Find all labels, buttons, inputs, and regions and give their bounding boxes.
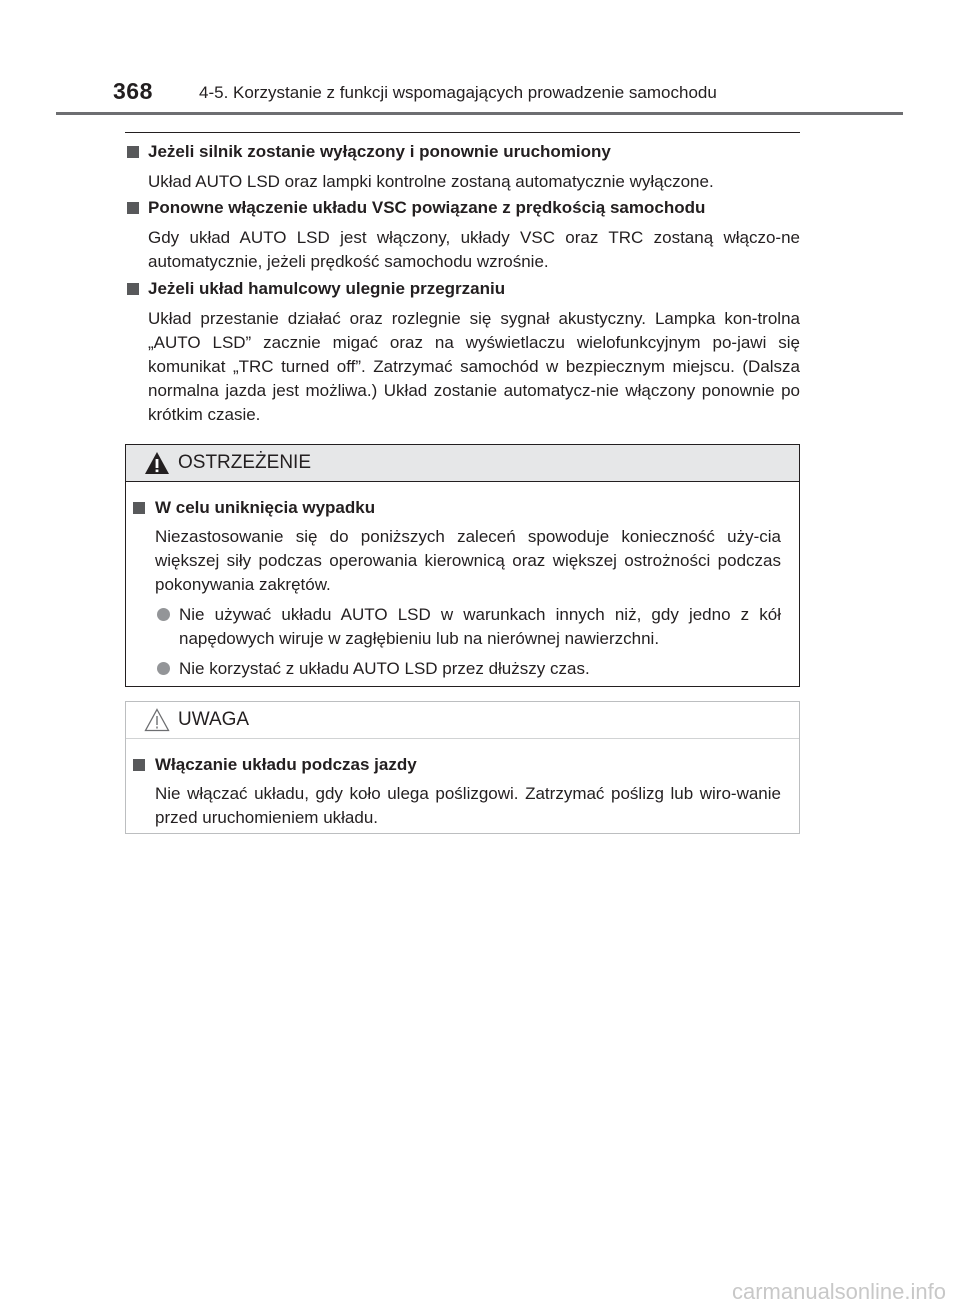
section-body: Układ AUTO LSD oraz lampki kontrolne zostaną automatycznie wyłączone. xyxy=(148,172,714,191)
section-heading: Ponowne włączenie układu VSC powiązane z prędkością samochodu xyxy=(125,196,800,220)
warning-content xyxy=(126,482,799,691)
content-divider xyxy=(125,132,800,133)
section-engine-restart xyxy=(125,140,800,194)
section-heading: Jeżeli układ hamulcowy ulegnie przegrzaniu xyxy=(125,277,800,301)
warning-body: Niezastosowanie się do poniższych zaleceń spowoduje konieczność uży-cia większej siły podczas operowania kierownicą oraz większej ostrożności podczas pokonywania zakrętów. xyxy=(155,527,781,594)
square-bullet-icon xyxy=(127,283,139,295)
warning-bullet: Nie korzystać z układu AUTO LSD przez dłuższy czas. xyxy=(131,657,781,681)
warning-triangle-icon xyxy=(144,451,170,475)
warning-header xyxy=(126,445,799,482)
chapter-title: 4-5. Korzystanie z funkcji wspomagających prowadzenie samochodu xyxy=(199,83,717,102)
square-bullet-icon xyxy=(127,202,139,214)
caution-heading: Włączanie układu podczas jazdy xyxy=(131,753,781,777)
round-bullet-icon xyxy=(157,662,170,675)
caution-body: Nie włączać układu, gdy koło ulega poślizgowi. Zatrzymać poślizg lub wiro-wanie przed uruchomieniem układu. xyxy=(155,784,781,827)
section-heading: Jeżeli silnik zostanie wyłączony i ponownie uruchomiony xyxy=(125,140,800,164)
watermark: carmanualsonline.info xyxy=(731,1279,946,1304)
warning-title: OSTRZEŻENIE xyxy=(178,452,312,473)
square-bullet-icon xyxy=(127,146,139,158)
square-bullet-icon xyxy=(133,759,145,771)
caution-title: UWAGA xyxy=(178,709,250,730)
section-body: Układ przestanie działać oraz rozlegnie się sygnał akustyczny. Lampka kon-trolna „AUTO LSD” zacznie migać oraz na wyświetlaczu wielofunkcyjnym po-jawi się komunikat „TRC turned off”. Zatrzymać samochód w bezpiecznym miejscu. (Dalsza normalna jazda jest możliwa.) Układ zostanie automatycz-nie włączony ponownie po krótkim czasie. xyxy=(148,309,800,424)
section-vsc-reactivation xyxy=(125,196,800,274)
caution-header xyxy=(126,702,799,739)
warning-heading: W celu uniknięcia wypadku xyxy=(131,496,781,520)
header-divider xyxy=(56,112,903,115)
round-bullet-icon xyxy=(157,608,170,621)
square-bullet-icon xyxy=(133,502,145,514)
caution-content xyxy=(126,739,799,840)
section-body: Gdy układ AUTO LSD jest włączony, układy VSC oraz TRC zostaną włączo-ne automatycznie, jeżeli prędkość samochodu wzrośnie. xyxy=(148,228,800,271)
warning-bullet: Nie używać układu AUTO LSD w warunkach innych niż, gdy jedno z kół napędowych wiruje w zagłębieniu lub na nierównej nawierzchni. xyxy=(131,603,781,651)
caution-triangle-icon xyxy=(144,708,170,732)
page-number: 368 xyxy=(113,78,153,104)
section-brake-overheat xyxy=(125,277,800,427)
warning-box xyxy=(125,444,800,687)
caution-box xyxy=(125,701,800,834)
